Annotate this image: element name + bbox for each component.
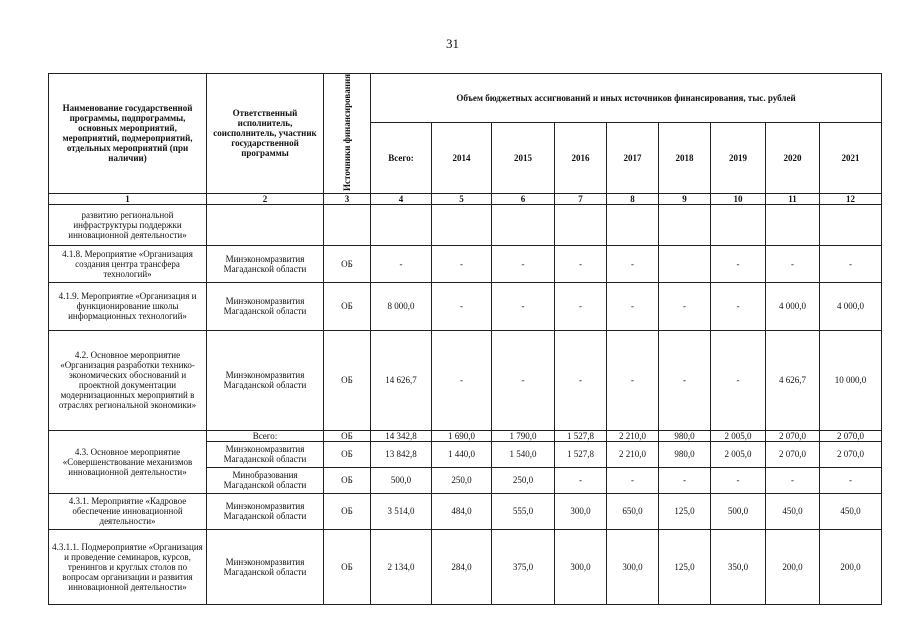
row-value: 2 210,0: [607, 430, 659, 441]
row-value: 125,0: [659, 529, 711, 604]
table-row: [49, 282, 882, 330]
index-cell: 8: [607, 193, 659, 204]
row-source: ОБ: [324, 493, 371, 529]
row-total: 500,0: [371, 467, 432, 493]
row-value: 1 790,0: [492, 430, 555, 441]
header-year: 2021: [820, 122, 882, 193]
row-value: -: [555, 282, 607, 330]
header-responsible: Ответственный исполнитель, соисполнитель, участник государственной программы: [207, 74, 324, 194]
row-value: -: [555, 330, 607, 430]
header-name: Наименование государственной программы, подпрограммы, основных мероприятий, мероприятий, подмероприятий, отдельных мероприятий (при наличии): [49, 74, 207, 194]
row-value: -: [555, 467, 607, 493]
row-source: [324, 204, 371, 245]
row-value: -: [432, 330, 492, 430]
row-responsible: Минэкономразвития Магаданской области: [207, 441, 324, 467]
row-value: -: [659, 467, 711, 493]
row-value: -: [492, 330, 555, 430]
row-name: 4.3.1.1. Подмероприятие «Организация и проведение семинаров, курсов, тренингов и круглых столов по вопросам организации и развития инновационной деятельности»: [49, 529, 207, 604]
row-value: [555, 204, 607, 245]
row-value: -: [607, 330, 659, 430]
row-value: 250,0: [432, 467, 492, 493]
row-value: [711, 204, 766, 245]
row-value: -: [555, 245, 607, 282]
row-value: [766, 204, 820, 245]
header-year: 2014: [432, 122, 492, 193]
header-year: 2019: [711, 122, 766, 193]
header-budget: Объем бюджетных ассигнований и иных источников финансирования, тыс. рублей: [371, 74, 882, 123]
row-source: ОБ: [324, 330, 371, 430]
row-value: 2 070,0: [820, 441, 882, 467]
row-value: -: [607, 282, 659, 330]
row-value: 2 210,0: [607, 441, 659, 467]
index-row: [49, 193, 882, 204]
row-value: [659, 204, 711, 245]
row-total: 13 842,8: [371, 441, 432, 467]
table-row: [49, 245, 882, 282]
row-name: 4.1.9. Мероприятие «Организация и функционирование школы информационных технологий»: [49, 282, 207, 330]
row-value: 980,0: [659, 430, 711, 441]
row-value: -: [607, 467, 659, 493]
header-source: [324, 74, 371, 194]
row-source: ОБ: [324, 245, 371, 282]
row-value: 555,0: [492, 493, 555, 529]
row-name: 4.2. Основное мероприятие «Организация разработки технико-экономических обоснований и проектной документации модернизационных мероприятий в отраслях региональной экономики»: [49, 330, 207, 430]
row-total: 2 134,0: [371, 529, 432, 604]
group-name: 4.3. Основное мероприятие «Совершенствование механизмов инновационной деятельности»: [49, 430, 207, 493]
row-value: 650,0: [607, 493, 659, 529]
row-value: 1 540,0: [492, 441, 555, 467]
row-value: 4 626,7: [766, 330, 820, 430]
row-responsible: Минэкономразвития Магаданской области: [207, 282, 324, 330]
row-value: 2 005,0: [711, 441, 766, 467]
row-value: 2 070,0: [820, 430, 882, 441]
index-cell: 4: [371, 193, 432, 204]
row-total: [371, 204, 432, 245]
index-cell: 5: [432, 193, 492, 204]
row-value: 450,0: [766, 493, 820, 529]
row-value: 1 527,8: [555, 430, 607, 441]
index-cell: 2: [207, 193, 324, 204]
row-value: -: [711, 245, 766, 282]
row-value: -: [820, 467, 882, 493]
row-value: -: [432, 245, 492, 282]
row-total: 14 342,8: [371, 430, 432, 441]
row-value: -: [766, 467, 820, 493]
row-value: 375,0: [492, 529, 555, 604]
row-value: 200,0: [820, 529, 882, 604]
row-total: 3 514,0: [371, 493, 432, 529]
table-row: [49, 430, 882, 441]
row-value: -: [659, 330, 711, 430]
row-value: [492, 204, 555, 245]
row-value: 300,0: [607, 529, 659, 604]
row-value: -: [766, 245, 820, 282]
row-responsible: Всего:: [207, 430, 324, 441]
row-name: 4.3.1. Мероприятие «Кадровое обеспечение инновационной деятельности»: [49, 493, 207, 529]
row-value: 125,0: [659, 493, 711, 529]
header-year: 2020: [766, 122, 820, 193]
row-value: 1 527,8: [555, 441, 607, 467]
row-name: 4.1.8. Мероприятие «Организация создания центра трансфера технологий»: [49, 245, 207, 282]
row-value: 300,0: [555, 529, 607, 604]
row-value: -: [820, 245, 882, 282]
row-value: 2 070,0: [766, 441, 820, 467]
row-value: -: [607, 245, 659, 282]
index-cell: 6: [492, 193, 555, 204]
row-responsible: Минобразования Магаданской области: [207, 467, 324, 493]
row-value: -: [711, 467, 766, 493]
row-total: -: [371, 245, 432, 282]
row-value: 2 005,0: [711, 430, 766, 441]
index-cell: 10: [711, 193, 766, 204]
row-total: 14 626,7: [371, 330, 432, 430]
row-value: 200,0: [766, 529, 820, 604]
row-value: [820, 204, 882, 245]
row-value: 284,0: [432, 529, 492, 604]
row-value: 10 000,0: [820, 330, 882, 430]
row-source: ОБ: [324, 441, 371, 467]
index-cell: 9: [659, 193, 711, 204]
row-value: 250,0: [492, 467, 555, 493]
index-cell: 12: [820, 193, 882, 204]
index-cell: 7: [555, 193, 607, 204]
row-value: -: [659, 282, 711, 330]
row-value: -: [492, 282, 555, 330]
row-value: 1 440,0: [432, 441, 492, 467]
row-responsible: Минэкономразвития Магаданской области: [207, 529, 324, 604]
header-total: Всего:: [371, 122, 432, 193]
header-year: 2017: [607, 122, 659, 193]
row-source: ОБ: [324, 529, 371, 604]
table-row: [49, 204, 882, 245]
row-value: [432, 204, 492, 245]
row-value: [659, 245, 711, 282]
row-name: развитию региональной инфраструктуры поддержки инновационной деятельности»: [49, 204, 207, 245]
header-year: 2015: [492, 122, 555, 193]
table-row: [49, 493, 882, 529]
row-value: -: [432, 282, 492, 330]
table-row: [49, 330, 882, 430]
row-value: 980,0: [659, 441, 711, 467]
row-value: 350,0: [711, 529, 766, 604]
header-year: 2018: [659, 122, 711, 193]
row-value: 484,0: [432, 493, 492, 529]
row-responsible: Минэкономразвития Магаданской области: [207, 493, 324, 529]
row-responsible: Минэкономразвития Магаданской области: [207, 245, 324, 282]
index-cell: 3: [324, 193, 371, 204]
row-value: 300,0: [555, 493, 607, 529]
row-source: ОБ: [324, 282, 371, 330]
row-value: 1 690,0: [432, 430, 492, 441]
page-number: 31: [446, 36, 459, 51]
header-source-text: Источники финансирования: [342, 74, 352, 191]
row-value: [607, 204, 659, 245]
row-value: -: [711, 282, 766, 330]
row-total: 8 000,0: [371, 282, 432, 330]
row-value: -: [711, 330, 766, 430]
row-source: ОБ: [324, 467, 371, 493]
header-year: 2016: [555, 122, 607, 193]
row-value: -: [492, 245, 555, 282]
row-value: 4 000,0: [766, 282, 820, 330]
budget-table: [48, 73, 882, 605]
row-responsible: [207, 204, 324, 245]
row-value: 450,0: [820, 493, 882, 529]
row-value: 500,0: [711, 493, 766, 529]
row-value: 4 000,0: [820, 282, 882, 330]
index-cell: 1: [49, 193, 207, 204]
table-row: [49, 529, 882, 604]
index-cell: 11: [766, 193, 820, 204]
row-source: ОБ: [324, 430, 371, 441]
row-responsible: Минэкономразвития Магаданской области: [207, 330, 324, 430]
row-value: 2 070,0: [766, 430, 820, 441]
